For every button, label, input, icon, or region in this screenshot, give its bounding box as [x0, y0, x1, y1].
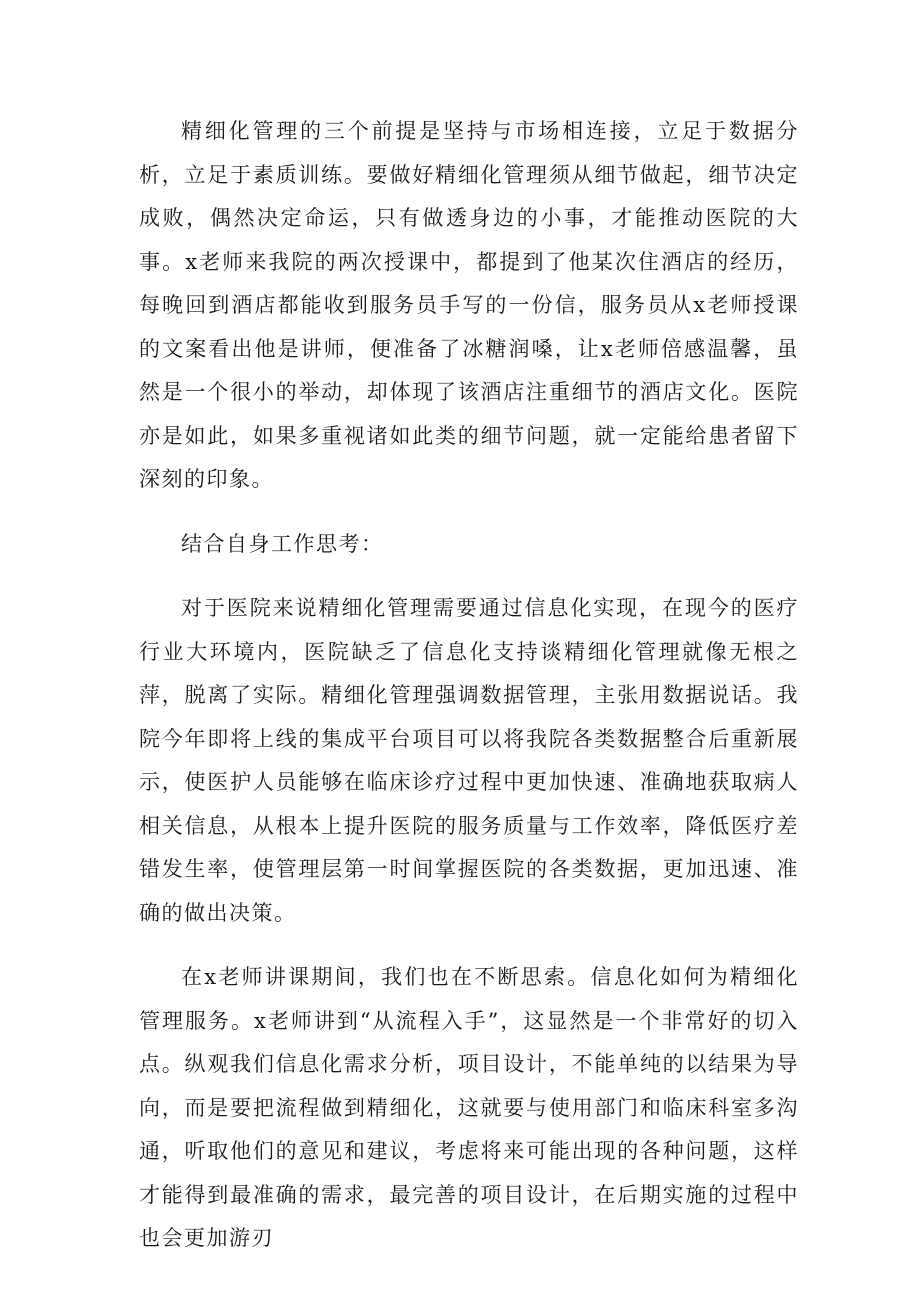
- document-body: [139, 110, 799, 1282]
- paragraph-informatization: 对于医院来说精细化管理需要通过信息化实现，在现今的医疗行业大环境内，医院缺乏了信息化支持谈精细化管理就像无根之萍，脱离了实际。精细化管理强调数据管理，主张用数据说话。我院今年即将上线的集成平台项目可以将我院各类数据整合后重新展示，使医护人员能够在临床诊疗过程中更加快速、准确地获取病人相关信息，从根本上提升医院的服务质量与工作效率，降低医疗差错发生率，使管理层第一时间掌握医院的各类数据，更加迅速、准确的做出决策。: [139, 596, 799, 925]
- paragraph-self-reflection-heading: 结合自身工作思考：: [181, 531, 384, 556]
- paragraph-process-focus: 在x老师讲课期间，我们也在不断思索。信息化如何为精细化管理服务。x老师讲到“从流程入手”，这显然是一个非常好的切入点。纵观我们信息化需求分析，项目设计，不能单纯的以结果为导向，而是要把流程做到精细化，这就要与使用部门和临床科室多沟通，听取他们的意见和建议，考虑将来可能出现的各种问题，这样才能得到最准确的需求，最完善的项目设计，在后期实施的过程中也会更加游刃: [139, 965, 799, 1250]
- paragraph-fine-management-premises: 精细化管理的三个前提是坚持与市场相连接，立足于数据分析，立足于素质训练。要做好精细化管理须从细节做起，细节决定成败，偶然决定命运，只有做透身边的小事，才能推动医院的大事。x老师来我院的两次授课中，都提到了他某次住酒店的经历，每晚回到酒店都能收到服务员手写的一份信，服务员从x老师授课的文案看出他是讲师，便准备了冰糖润嗓，让x老师倍感温馨，虽然是一个很小的举动，却体现了该酒店注重细节的酒店文化。医院亦是如此，如果多重视诸如此类的细节问题，就一定能给患者留下深刻的印象。: [139, 119, 799, 491]
